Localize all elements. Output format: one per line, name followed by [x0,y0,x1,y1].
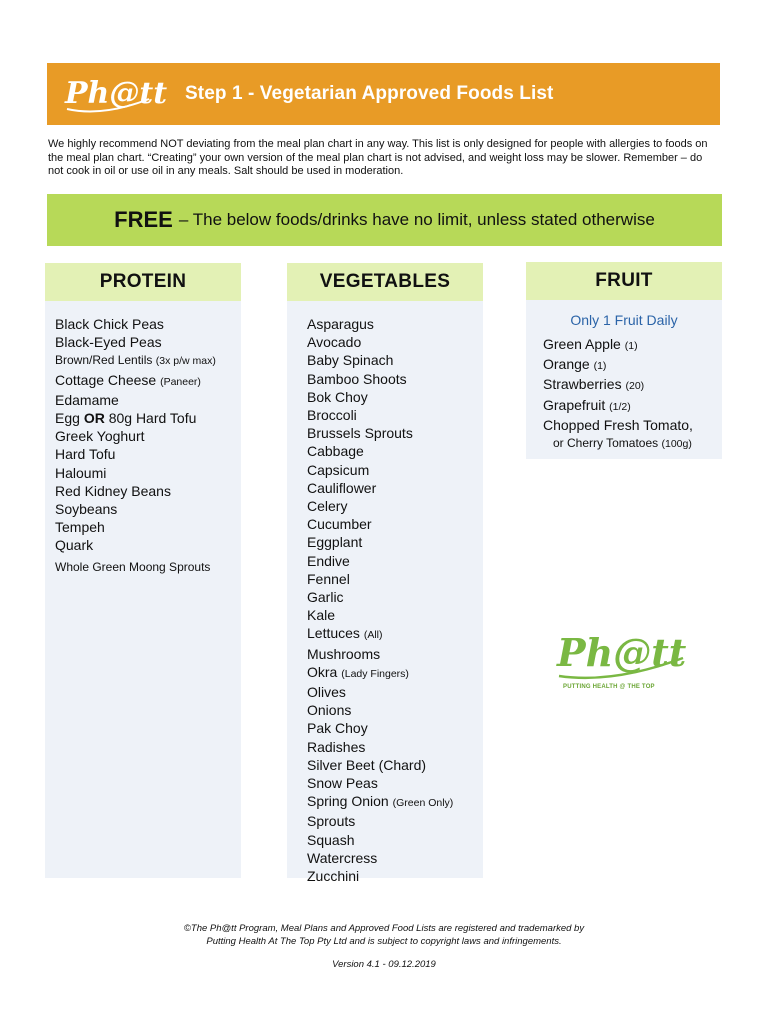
vegetable-item [307,683,453,701]
protein-item [55,536,216,554]
protein-list [55,315,216,576]
intro-paragraph: We highly recommend NOT deviating from the meal plan chart in any way. This list is only designed for people with allergies to foods on the meal plan chart. “Creating” your own version of the meal plan chart is not advised, and weight loss may be slower. Remember – do not cook in oil or use oil in any meals. Salt should be used in moderation. [48,138,708,177]
protein-item [55,391,216,409]
vegetable-item [307,351,453,369]
fruit-item [543,335,693,355]
free-description: – The below foods/drinks have no limit, unless stated otherwise [178,210,655,229]
free-banner [47,194,722,246]
vegetable-item-name: Mushrooms [307,645,381,662]
page-title: Step 1 - Vegetarian Approved Foods List [185,83,554,104]
vegetable-item-name: Celery [307,498,348,515]
vegetable-item [307,370,453,388]
fruit-list [543,335,693,453]
fruit-item [543,434,693,453]
vegetables-column [287,263,483,885]
vegetable-item-name: Bok Choy [307,388,368,405]
logo-text: Ph@tt [65,76,168,111]
logo-tagline: PUTTING HEALTH @ THE TOP [563,684,655,690]
copyright-line-2: Putting Health At The Top Pty Ltd and is subject to copyright laws and infringements. [206,935,562,947]
fruit-item-name: or Cherry Tomatoes [553,436,659,451]
fruit-item-note: (1) [624,340,638,352]
protein-item [55,500,216,518]
vegetable-item [307,849,453,867]
vegetable-item-note: (Green Only) [392,797,454,810]
protein-item-note: (Paneer) [160,375,201,388]
vegetable-item [307,663,453,683]
protein-item [55,333,216,351]
vegetable-item-name: Radishes [307,738,366,755]
vegetable-item [307,552,453,570]
vegetable-item-name: Silver Beet (Chard) [307,756,427,773]
protein-item [55,409,216,427]
vegetable-item-name: Broccoli [307,407,357,424]
vegetable-item [307,424,453,442]
protein-heading: PROTEIN [45,263,241,301]
vegetable-item-name: Sprouts [307,813,356,830]
protein-item-name: Quark [55,537,94,554]
protein-item-name: Whole Green Moong Sprouts [55,559,211,574]
vegetable-item-name: Bamboo Shoots [307,370,407,387]
vegetable-item-name: Brussels Sprouts [307,425,413,442]
vegetables-heading: VEGETABLES [287,263,483,301]
protein-item-name: Hard Tofu [55,446,116,463]
fruit-item [543,375,693,395]
vegetables-list [307,315,453,885]
vegetable-item [307,406,453,424]
fruit-item-name: Green Apple [543,336,621,352]
vegetable-item-name: Snow Peas [307,775,378,792]
fruit-item [543,396,693,416]
version-label: Version 4.1 - 09.12.2019 [332,959,436,970]
vegetable-item [307,533,453,551]
vegetable-item-name: Fennel [307,570,350,587]
vegetable-item-name: Okra [307,663,338,680]
fruit-item [543,416,693,434]
vegetable-item-name: Squash [307,831,355,848]
vegetable-item-name: Garlic [307,589,344,606]
free-label: FREE [114,207,173,232]
protein-item [55,482,216,500]
protein-item [55,427,216,445]
protein-item-emphasis: OR [83,410,105,427]
vegetable-item-note: (Lady Fingers) [341,667,409,680]
vegetable-item [307,792,453,812]
protein-item-name: Cottage Cheese [55,371,157,388]
vegetable-item-name: Capsicum [307,461,370,478]
logo-large-text: Ph@tt [557,630,687,675]
vegetable-item [307,479,453,497]
vegetable-item-note: (All) [363,629,383,642]
fruit-item-name: Grapefruit [543,396,606,413]
header-banner [47,63,720,125]
fruit-heading: FRUIT [526,262,722,300]
vegetable-item [307,645,453,663]
vegetable-item-name: Kale [307,607,336,624]
vegetable-item-name: Avocado [307,334,362,351]
vegetable-item-name: Baby Spinach [307,352,394,369]
vegetable-item [307,315,453,333]
protein-item [55,371,216,391]
protein-item-name: Egg [55,410,80,427]
vegetable-item [307,606,453,624]
fruit-item-name: Orange [543,356,590,373]
vegetable-item-name: Lettuces [307,625,360,642]
vegetable-item [307,831,453,849]
vegetable-item [307,333,453,351]
vegetable-item [307,774,453,792]
fruit-item-note: (100g) [661,438,692,451]
vegetable-item-name: Cabbage [307,443,364,460]
protein-item-name: Brown/Red Lentils [55,353,153,368]
vegetable-item-name: Zucchini [307,868,360,885]
fruit-item-note: (1) [593,360,607,373]
phatt-logo [47,63,168,125]
fruit-item-name: Chopped Fresh Tomato, [543,416,693,433]
vegetable-item [307,570,453,588]
protein-item-name: Black Chick Peas [55,316,164,332]
protein-item-name: Edamame [55,391,119,408]
protein-item-note: (3x p/w max) [155,355,216,368]
protein-item [55,445,216,463]
vegetable-item [307,701,453,719]
protein-item [55,464,216,482]
protein-item [55,558,216,576]
fruit-item-note: (1/2) [609,400,631,413]
vegetable-item-name: Olives [307,684,346,701]
vegetable-item-name: Eggplant [307,534,363,551]
protein-item-name: Tempeh [55,519,105,536]
copyright-line-1: ©The Ph@tt Program, Meal Plans and Approved Food Lists are registered and trademarked by [183,923,585,934]
vegetable-item-name: Pak Choy [307,720,368,737]
protein-item-name: Black-Eyed Peas [55,334,162,351]
protein-item-name: Soybeans [55,501,118,518]
fruit-column [526,262,722,459]
vegetable-item-name: Onions [307,702,352,719]
copyright-footer [0,923,768,948]
protein-item [55,315,216,333]
protein-column [45,263,241,878]
vegetable-item-name: Cucumber [307,516,372,533]
vegetable-item [307,719,453,737]
protein-item-name: Greek Yoghurt [55,428,145,445]
protein-item [55,518,216,536]
protein-item-name: Haloumi [55,464,107,481]
vegetable-item [307,867,453,885]
protein-item-name: Red Kidney Beans [55,482,171,499]
vegetable-item-name: Asparagus [307,316,374,332]
vegetable-item-name: Spring Onion [307,793,389,810]
vegetable-item [307,588,453,606]
fruit-item-note: (20) [625,380,645,393]
vegetable-item [307,442,453,460]
protein-item-alternative: 80g Hard Tofu [108,410,197,427]
vegetable-item [307,812,453,830]
vegetable-item [307,738,453,756]
vegetable-item-name: Endive [307,552,350,569]
vegetable-item [307,388,453,406]
protein-item [55,351,216,370]
vegetable-item-name: Cauliflower [307,479,377,496]
vegetable-item [307,624,453,644]
phatt-logo-large [553,622,688,689]
vegetable-item [307,497,453,515]
vegetable-item-name: Watercress [307,849,378,866]
fruit-limit-note: Only 1 Fruit Daily [570,312,678,328]
vegetable-item [307,515,453,533]
fruit-item-name: Strawberries [543,376,622,393]
fruit-item [543,355,693,375]
vegetable-item [307,461,453,479]
vegetable-item [307,756,453,774]
